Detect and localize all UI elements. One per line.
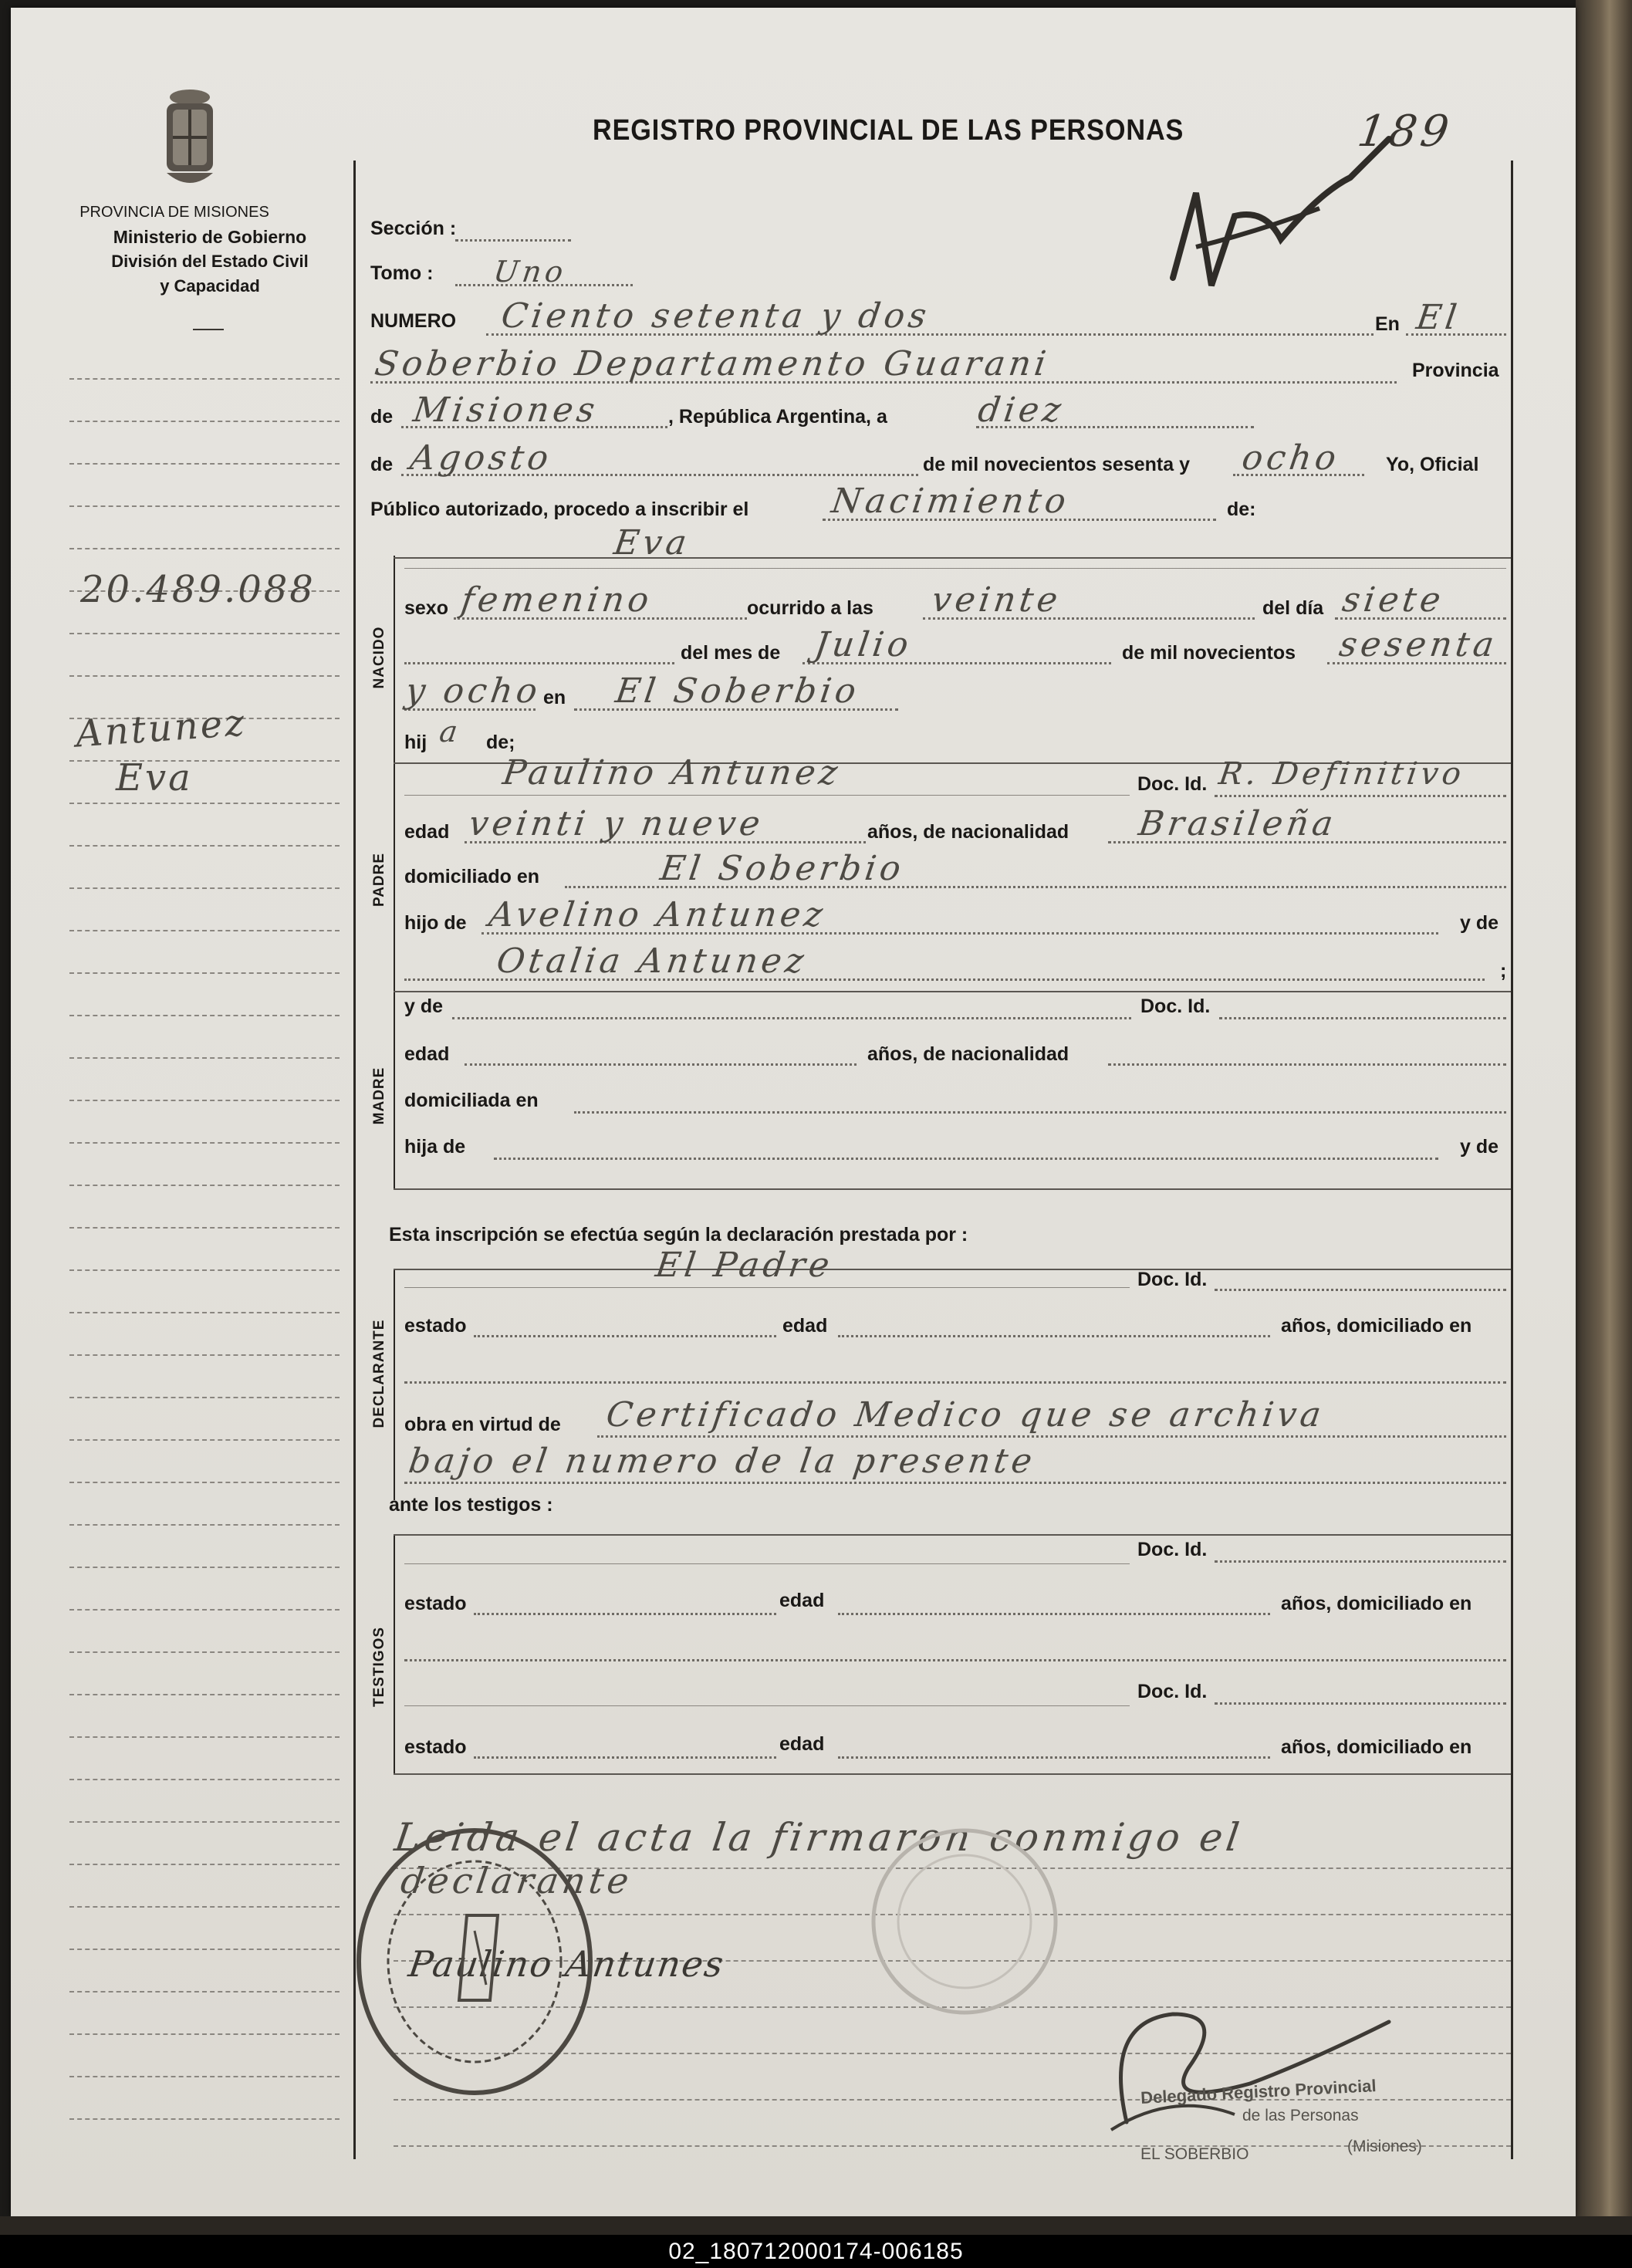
testigo2-name-field[interactable] bbox=[404, 1705, 1130, 1706]
declarante-top-rule bbox=[394, 1269, 1511, 1270]
year-value: ocho bbox=[1239, 438, 1343, 478]
madre-edad-label: edad bbox=[404, 1043, 450, 1065]
padre-name-value: Paulino Antunez bbox=[500, 753, 844, 793]
testigos-column-border bbox=[394, 1534, 395, 1773]
testigo1-edad-field[interactable] bbox=[838, 1613, 1270, 1615]
margin-rule bbox=[69, 548, 340, 549]
seccion-label: Sección : bbox=[370, 218, 457, 239]
testigos-intro: ante los testigos : bbox=[389, 1494, 553, 1516]
testigo2-estado-field[interactable] bbox=[474, 1756, 776, 1759]
declarante-estado-field[interactable] bbox=[474, 1335, 776, 1337]
declarante-doc-field[interactable] bbox=[1215, 1289, 1506, 1291]
margin-rule bbox=[69, 378, 340, 380]
declarante-obra-value-1: Certificado Medico que se archiva bbox=[603, 1395, 1327, 1435]
margin-rule bbox=[69, 1397, 340, 1398]
margin-rule bbox=[69, 1651, 340, 1653]
testigo2-edad-field[interactable] bbox=[838, 1756, 1270, 1759]
testigo1-domicilio-label: años, domiciliado en bbox=[1281, 1593, 1472, 1614]
margin-rule bbox=[69, 1609, 340, 1611]
stamp-line-1: Delegado Registro Provincial bbox=[1140, 2076, 1377, 2107]
margin-rule bbox=[69, 1100, 340, 1101]
oficial-label: Yo, Oficial bbox=[1386, 454, 1479, 475]
hij-value: a bbox=[437, 715, 464, 749]
madre-edad-field[interactable] bbox=[465, 1063, 857, 1066]
margin-surname: Antunez bbox=[74, 701, 248, 756]
margin-rule bbox=[69, 803, 340, 804]
margin-rule bbox=[69, 972, 340, 974]
testigo2-doc-field[interactable] bbox=[1215, 1702, 1506, 1705]
madre-y-de-label: y de bbox=[404, 995, 444, 1017]
madre-nacionalidad-label: años, de nacionalidad bbox=[867, 1043, 1069, 1065]
margin-rule bbox=[69, 1015, 340, 1016]
padre-domicilio-label: domiciliado en bbox=[404, 866, 540, 887]
padre-name-field[interactable] bbox=[404, 795, 1130, 796]
en-label: En bbox=[1375, 313, 1400, 335]
act-type-value: Nacimiento bbox=[829, 482, 1073, 521]
tomo-value: Uno bbox=[491, 255, 569, 289]
margin-rule bbox=[69, 1354, 340, 1356]
section-column-border bbox=[394, 556, 395, 1188]
corner-number: 189 bbox=[1354, 106, 1456, 157]
del-dia-label: del día bbox=[1262, 597, 1324, 619]
declarante-obra-label: obra en virtud de bbox=[404, 1414, 561, 1435]
margin-rule bbox=[69, 2076, 340, 2077]
tomo-label: Tomo : bbox=[370, 262, 434, 284]
stamp-line-4: (Misiones) bbox=[1347, 2138, 1422, 2155]
coat-of-arms-icon bbox=[156, 86, 224, 193]
padre-y-de-label: y de bbox=[1460, 912, 1499, 934]
madre-top-rule bbox=[394, 991, 1511, 992]
numero-label: NUMERO bbox=[370, 310, 457, 332]
right-border bbox=[1511, 161, 1513, 2159]
declarante-obra-field-2[interactable] bbox=[404, 1482, 1506, 1484]
testigo1-estado-label: estado bbox=[404, 1593, 467, 1614]
declarante-obra-value-2: bajo el numero de la presente bbox=[406, 1442, 1039, 1481]
margin-rule bbox=[69, 463, 340, 465]
capacity-heading: y Capacidad bbox=[160, 276, 260, 296]
testigo1-domicilio-field[interactable] bbox=[404, 1659, 1506, 1661]
madre-section-label: MADRE bbox=[371, 1066, 387, 1125]
hour-value: veinte bbox=[929, 580, 1064, 620]
margin-rule bbox=[69, 1906, 340, 1908]
declarant-signature: Paulino Antunes bbox=[406, 1943, 728, 1985]
margin-rule bbox=[69, 2033, 340, 2035]
closing-rule bbox=[394, 2145, 1511, 2147]
declarante-edad-field[interactable] bbox=[838, 1335, 1270, 1337]
heading-underline bbox=[193, 329, 224, 330]
madre-doc-field[interactable] bbox=[1219, 1017, 1506, 1019]
declarante-name-value: El Padre bbox=[653, 1246, 836, 1285]
image-id-footer: 02_180712000174-006185 bbox=[0, 2235, 1632, 2268]
margin-rule bbox=[69, 1057, 340, 1059]
padre-doc-label: Doc. Id. bbox=[1137, 773, 1208, 795]
declarante-intro: Esta inscripción se efectúa según la declaración prestada por : bbox=[389, 1224, 968, 1246]
year-value-2: y ocho bbox=[403, 671, 544, 711]
margin-rule bbox=[69, 1439, 340, 1441]
declarante-doc-label: Doc. Id. bbox=[1137, 1269, 1208, 1290]
testigo1-name-field[interactable] bbox=[404, 1563, 1130, 1564]
testigos-bottom-rule bbox=[394, 1773, 1511, 1775]
madre-doc-label: Doc. Id. bbox=[1140, 995, 1211, 1017]
publico-label: Público autorizado, procedo a inscribir el bbox=[370, 499, 749, 520]
padre-domicilio-value: El Soberbio bbox=[657, 849, 907, 888]
margin-rule bbox=[69, 1482, 340, 1483]
madre-bottom-rule bbox=[394, 1188, 1511, 1190]
testigo1-edad-label: edad bbox=[779, 1590, 825, 1611]
testigo2-doc-label: Doc. Id. bbox=[1137, 1681, 1208, 1702]
sexo-value: femenino bbox=[458, 580, 655, 620]
day-value: siete bbox=[1340, 580, 1448, 620]
year-label: de mil novecientos sesenta y bbox=[923, 454, 1190, 475]
declarante-domicilio-label: años, domiciliado en bbox=[1281, 1315, 1472, 1337]
faint-seal-icon bbox=[864, 1821, 1065, 2022]
official-signature-icon bbox=[1165, 123, 1397, 293]
closing-text-1: Leida el acta la firmaron conmigo el bbox=[391, 1815, 1246, 1860]
margin-rule bbox=[69, 887, 340, 889]
padre-edad-label: edad bbox=[404, 821, 450, 843]
round-seal-icon bbox=[351, 1823, 598, 2101]
page-bottom-edge bbox=[0, 2216, 1632, 2235]
month-value: Julio bbox=[812, 625, 915, 664]
padre-edad-value: veinti y nueve bbox=[466, 804, 767, 843]
madre-hija-de-label: hija de bbox=[404, 1136, 466, 1158]
declarante-estado-label: estado bbox=[404, 1315, 467, 1337]
month-value: Agosto bbox=[407, 438, 555, 478]
testigo2-edad-label: edad bbox=[779, 1733, 825, 1755]
nacido-name-value: Eva bbox=[611, 523, 693, 563]
book-binding-edge bbox=[1576, 0, 1632, 2222]
madre-domiciliada-label: domiciliada en bbox=[404, 1090, 539, 1111]
padre-semicolon: ; bbox=[1500, 960, 1507, 982]
declarante-column-border bbox=[394, 1269, 395, 1500]
declarante-name-field[interactable] bbox=[404, 1287, 1130, 1288]
padre-doc-value: R. Definitivo bbox=[1216, 756, 1468, 792]
madre-domiciliada-field[interactable] bbox=[574, 1111, 1506, 1114]
margin-rule bbox=[69, 760, 340, 762]
margin-rule bbox=[69, 930, 340, 931]
en-value: El bbox=[1414, 298, 1463, 337]
padre-hijo-de-label: hijo de bbox=[404, 912, 467, 934]
margin-rule bbox=[69, 1864, 340, 1865]
ocurrido-label: ocurrido a las bbox=[747, 597, 873, 619]
margin-rule bbox=[69, 1524, 340, 1526]
margin-rule bbox=[69, 2118, 340, 2120]
hij-label: hij bbox=[404, 732, 427, 753]
provincia-label: Provincia bbox=[1412, 360, 1499, 381]
place-value: El Soberbio bbox=[613, 671, 863, 711]
margin-rule bbox=[69, 1821, 340, 1823]
margin-document-number: 20.489.088 bbox=[80, 568, 316, 611]
margin-rule bbox=[69, 1694, 340, 1695]
margin-rule bbox=[69, 1142, 340, 1144]
declarante-edad-label: edad bbox=[782, 1315, 828, 1337]
margin-rule bbox=[69, 1185, 340, 1186]
de-label: de bbox=[370, 406, 394, 428]
stamp-line-2: de las Personas bbox=[1242, 2107, 1359, 2124]
en-label: en bbox=[543, 687, 566, 708]
margin-rule bbox=[69, 505, 340, 507]
mil-label: de mil novecientos bbox=[1122, 642, 1296, 664]
margin-rule bbox=[69, 1312, 340, 1313]
padre-father-value: Avelino Antunez bbox=[486, 895, 830, 935]
nacido-name-field[interactable] bbox=[404, 568, 1506, 569]
madre-y-de-end-label: y de bbox=[1460, 1136, 1499, 1158]
page-title: REGISTRO PROVINCIAL DE LAS PERSONAS bbox=[593, 114, 1184, 147]
margin-rule bbox=[69, 675, 340, 677]
division-heading: División del Estado Civil bbox=[111, 252, 309, 271]
del-mes-label: del mes de bbox=[681, 642, 781, 664]
madre-name-field[interactable] bbox=[452, 1017, 1131, 1019]
closing-text-2: declarante bbox=[398, 1860, 636, 1901]
testigo1-doc-label: Doc. Id. bbox=[1137, 1539, 1208, 1560]
sexo-label: sexo bbox=[404, 597, 448, 619]
declarante-section-label: DECLARANTE bbox=[371, 1319, 387, 1428]
de-colon-label: de: bbox=[1227, 499, 1256, 520]
margin-rule bbox=[69, 633, 340, 634]
padre-doc-field[interactable] bbox=[1215, 795, 1506, 797]
margin-rule bbox=[69, 1779, 340, 1780]
padre-nacionalidad-label: años, de nacionalidad bbox=[867, 821, 1069, 843]
testigo1-doc-field[interactable] bbox=[1215, 1560, 1506, 1563]
numero-value: Ciento setenta y dos bbox=[498, 296, 933, 336]
seccion-field[interactable] bbox=[455, 239, 571, 242]
day-value: diez bbox=[975, 390, 1068, 430]
testigo2-estado-label: estado bbox=[404, 1736, 467, 1758]
padre-mother-value: Otalia Antunez bbox=[494, 941, 810, 981]
republica-label: , República Argentina, a bbox=[668, 406, 887, 428]
de2-label: de bbox=[370, 454, 394, 475]
year-value-1: sesenta bbox=[1336, 625, 1501, 664]
margin-rule bbox=[69, 1567, 340, 1568]
testigo1-estado-field[interactable] bbox=[474, 1613, 776, 1615]
madre-parent-field[interactable] bbox=[494, 1158, 1438, 1160]
month-prefix-field[interactable] bbox=[404, 662, 674, 664]
margin-rule bbox=[69, 845, 340, 847]
de-label: de; bbox=[486, 732, 515, 753]
stamp-line-3: EL SOBERBIO bbox=[1140, 2145, 1249, 2163]
padre-nacionalidad-value: Brasileña bbox=[1136, 804, 1340, 843]
nacido-section-label: NACIDO bbox=[371, 626, 387, 689]
province-value: Misiones bbox=[411, 390, 601, 430]
place-value: Soberbio Departamento Guarani bbox=[372, 344, 1053, 384]
testigo2-domicilio-label: años, domiciliado en bbox=[1281, 1736, 1472, 1758]
testigos-section-label: TESTIGOS bbox=[371, 1626, 387, 1708]
ministry-heading: Ministerio de Gobierno bbox=[113, 227, 307, 247]
testigos-top-rule bbox=[394, 1534, 1511, 1536]
declarante-obra-field-1[interactable] bbox=[597, 1435, 1506, 1438]
madre-nacionalidad-field[interactable] bbox=[1108, 1063, 1506, 1066]
padre-section-label: PADRE bbox=[371, 852, 387, 908]
margin-rule bbox=[69, 1949, 340, 1950]
nacido-top-rule bbox=[394, 557, 1511, 559]
margin-rule bbox=[69, 1991, 340, 1993]
margin-given-name: Eva bbox=[116, 756, 193, 799]
margin-rule bbox=[69, 1269, 340, 1271]
declarante-domicilio-field[interactable] bbox=[404, 1381, 1506, 1384]
margin-rule bbox=[69, 1736, 340, 1738]
margin-rule bbox=[69, 421, 340, 422]
margin-rule bbox=[69, 1227, 340, 1229]
province-heading: PROVINCIA DE MISIONES bbox=[79, 204, 269, 221]
